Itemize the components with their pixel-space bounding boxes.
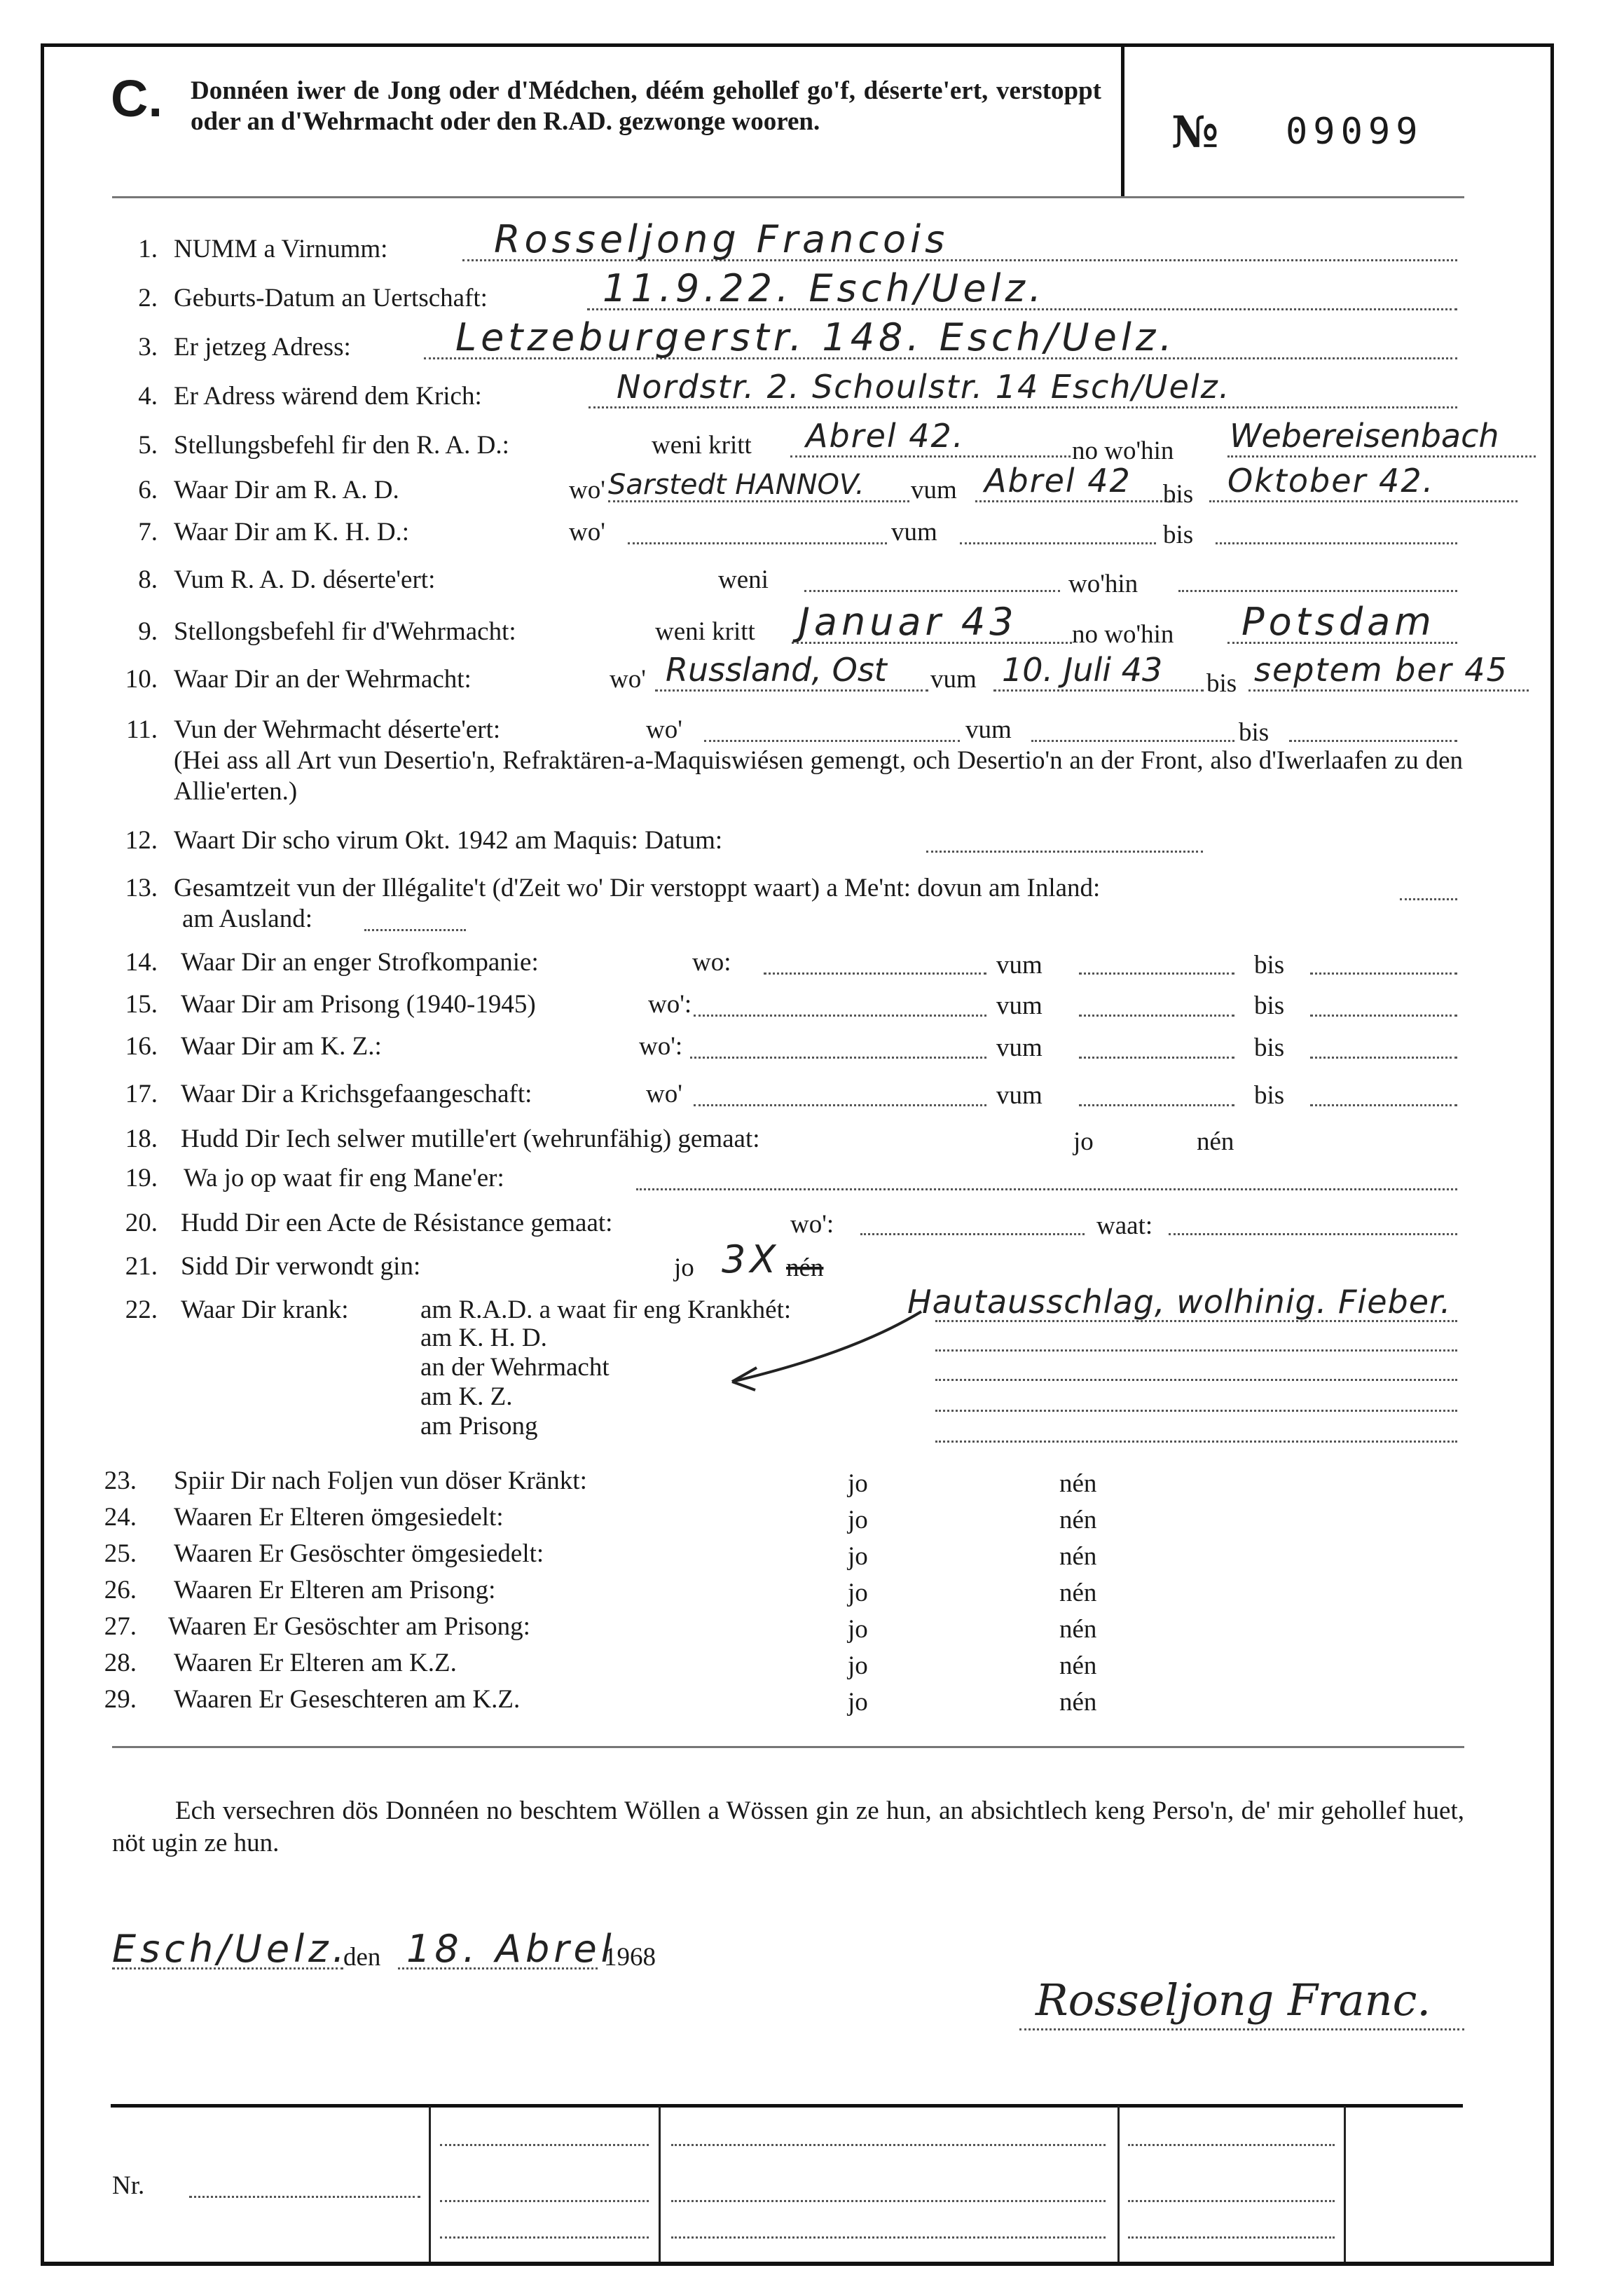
footer-col-divider bbox=[1117, 2106, 1120, 2262]
bottom-rule bbox=[41, 2262, 1554, 2266]
field-label: Waar Dir an enger Strofkompanie: bbox=[181, 948, 539, 977]
field-sublabel: wo'hin bbox=[1068, 570, 1138, 598]
handwritten-wehrmacht-date[interactable]: Januar 43 bbox=[799, 600, 1018, 644]
field-line bbox=[1289, 740, 1457, 742]
field-number: 7. bbox=[138, 518, 158, 546]
desertion-note: (Hei ass all Art vun Desertio'n, Refraktären-a-Maquiswiésen gemengt, och Desertio'n an der Front, also d'Iwerlaafen zu den Allie'erten.) bbox=[174, 746, 1463, 806]
option-jo[interactable]: jo bbox=[848, 1542, 868, 1571]
handwritten-rad-date[interactable]: Abrel 42. bbox=[806, 417, 965, 455]
field-sublabel: wo: bbox=[692, 948, 731, 977]
field-label: NUMM a Virnumm: bbox=[174, 235, 388, 263]
handwritten-arrow bbox=[722, 1303, 932, 1394]
footer-col-divider bbox=[429, 2106, 431, 2262]
field-number: 26. bbox=[104, 1576, 137, 1604]
handwritten-wehrmacht-place[interactable]: Potsdam bbox=[1241, 600, 1436, 644]
field-line bbox=[1310, 1104, 1457, 1106]
field-line bbox=[935, 1441, 1457, 1443]
option-jo[interactable]: jo bbox=[848, 1469, 868, 1498]
field-label: Spiir Dir nach Foljen vun döser Kränkt: bbox=[174, 1466, 587, 1495]
field-label: Vum R. A. D. déserte'ert: bbox=[174, 565, 436, 594]
field-label: Vun der Wehrmacht déserte'ert: bbox=[174, 715, 501, 744]
footer-nr-label: Nr. bbox=[112, 2171, 145, 2200]
field-number: 11. bbox=[126, 715, 158, 744]
footer-table-top-rule bbox=[111, 2104, 1463, 2108]
field-number: 18. bbox=[125, 1125, 158, 1153]
option-nen[interactable]: nén bbox=[1059, 1651, 1097, 1680]
field-number: 3. bbox=[138, 333, 158, 362]
field-label: Wa jo op waat fir eng Mane'er: bbox=[184, 1164, 504, 1192]
footer-cell-line bbox=[1128, 2144, 1335, 2146]
date-den-label: den bbox=[343, 1943, 381, 1972]
footer-cell-line bbox=[671, 2144, 1106, 2146]
field-number: 4. bbox=[138, 382, 158, 411]
field-number: 8. bbox=[138, 565, 158, 594]
field-label: Waar Dir am K. H. D.: bbox=[174, 518, 410, 546]
field-line bbox=[694, 1015, 986, 1017]
footer-col-divider bbox=[659, 2106, 661, 2262]
field-number: 14. bbox=[125, 948, 158, 977]
field-sublabel: wo' bbox=[569, 518, 605, 546]
field-number: 28. bbox=[104, 1649, 137, 1677]
option-nen[interactable]: nén bbox=[1059, 1688, 1097, 1717]
field-sublabel: vum bbox=[996, 991, 1043, 1020]
field-line bbox=[804, 590, 1060, 592]
field-label: Waaren Er Elteren am K.Z. bbox=[174, 1649, 457, 1677]
field-number: 19. bbox=[125, 1164, 158, 1192]
field-sublabel: vum bbox=[996, 1033, 1043, 1062]
field-number: 22. bbox=[125, 1295, 158, 1324]
field-line bbox=[1079, 1015, 1234, 1017]
option-jo[interactable]: jo bbox=[674, 1253, 694, 1282]
field-label: Er jetzeg Adress: bbox=[174, 333, 351, 362]
handwritten-signature[interactable]: Rosseljong Franc. bbox=[1036, 1974, 1431, 2026]
field-label: Stellungsbefehl fir den R. A. D.: bbox=[174, 431, 509, 460]
footer-col-divider bbox=[1344, 2106, 1346, 2262]
field-label: Waar Dir krank: bbox=[181, 1295, 349, 1324]
field-label: Waar Dir an der Wehrmacht: bbox=[174, 665, 472, 694]
footer-cell-line bbox=[671, 2236, 1106, 2239]
field-line bbox=[960, 542, 1156, 544]
field-line bbox=[636, 1188, 1457, 1190]
place-line bbox=[112, 1967, 343, 1970]
field-sublabel: wo': bbox=[648, 990, 692, 1019]
field-label: Gesamtzeit vun der Illégalite't (d'Zeit wo' Dir verstoppt waart) a Me'nt: dovun am Inland: bbox=[174, 874, 1101, 902]
field-line bbox=[1310, 1057, 1457, 1059]
footer-cell-line bbox=[1128, 2200, 1335, 2202]
section-rule bbox=[112, 1746, 1464, 1748]
handwritten-wehrmacht-from[interactable]: 10. Juli 43 bbox=[1002, 651, 1163, 689]
field-number: 9. bbox=[138, 617, 158, 646]
option-nen[interactable]: nén bbox=[1197, 1127, 1234, 1156]
header-intro: Donnéen iwer de Jong oder d'Médchen, déém gehollef go'f, déserte'ert, verstoppt oder an d'Wehrmacht oder den R.AD. gezwonge wooren. bbox=[191, 76, 1101, 136]
field-line bbox=[935, 1379, 1457, 1381]
field-line bbox=[1079, 972, 1234, 975]
field-line bbox=[935, 1410, 1457, 1412]
field-sublabel: weni bbox=[718, 565, 769, 594]
illness-sub-wehrmacht: an der Wehrmacht bbox=[420, 1353, 610, 1382]
field-label: Hudd Dir Iech selwer mutille'ert (wehrunfähig) gemaat: bbox=[181, 1125, 760, 1153]
field-sublabel: weni kritt bbox=[655, 617, 755, 646]
field-label: Waar Dir a Krichsgefaangeschaft: bbox=[181, 1080, 532, 1108]
field-line bbox=[1169, 1233, 1457, 1235]
handwritten-wehrmacht-to[interactable]: septem ber 45 bbox=[1254, 651, 1508, 689]
field-sublabel: bis bbox=[1206, 669, 1237, 698]
field-sublabel: bis bbox=[1163, 521, 1194, 549]
field-number: 5. bbox=[138, 431, 158, 460]
field-label: Stellongsbefehl fir d'Wehrmacht: bbox=[174, 617, 516, 646]
field-line bbox=[764, 972, 986, 975]
field-sublabel: bis bbox=[1254, 991, 1285, 1020]
footer-cell-line bbox=[1128, 2236, 1335, 2239]
field-line bbox=[1216, 542, 1457, 544]
field-sublabel: bis bbox=[1254, 1033, 1285, 1062]
field-sublabel: wo' bbox=[646, 1080, 682, 1108]
handwritten-wounded-count[interactable]: 3X bbox=[722, 1237, 780, 1281]
field-line bbox=[690, 1057, 986, 1059]
field-label: Waar Dir am Prisong (1940-1945) bbox=[181, 990, 536, 1019]
option-jo[interactable]: jo bbox=[848, 1579, 868, 1607]
field-number: 25. bbox=[104, 1539, 137, 1568]
handwritten-name[interactable]: Rosseljong Francois bbox=[494, 217, 949, 261]
footer-nr-line bbox=[189, 2196, 420, 2198]
field-sublabel: waat: bbox=[1096, 1211, 1153, 1240]
handwritten-address[interactable]: Letzeburgerstr. 148. Esch/Uelz. bbox=[455, 315, 1176, 359]
field-label: Hudd Dir een Acte de Résistance gemaat: bbox=[181, 1209, 613, 1237]
option-nen[interactable]: nén bbox=[1059, 1506, 1097, 1534]
field-sublabel: no wo'hin bbox=[1072, 436, 1174, 465]
field-sublabel: vum bbox=[911, 476, 957, 504]
field-number: 20. bbox=[125, 1209, 158, 1237]
field-line bbox=[926, 851, 1203, 853]
section-letter: C. bbox=[111, 69, 163, 128]
form-number: 09099 bbox=[1286, 111, 1424, 153]
option-nen[interactable]: nén bbox=[1059, 1542, 1097, 1571]
field-label: Waar Dir am K. Z.: bbox=[181, 1032, 382, 1061]
field-number: 16. bbox=[125, 1032, 158, 1061]
field-sublabel: bis bbox=[1163, 480, 1194, 509]
field-line bbox=[1400, 898, 1457, 900]
field-number: 23. bbox=[104, 1466, 137, 1495]
option-nen[interactable]: nén bbox=[1059, 1579, 1097, 1607]
field-label: Waaren Er Elteren ömgesiedelt: bbox=[174, 1503, 504, 1532]
field-number: 1. bbox=[138, 235, 158, 263]
header-rule bbox=[112, 196, 1464, 198]
handwritten-rad-from[interactable]: Abrel 42 bbox=[984, 462, 1131, 500]
footer-cell-line bbox=[671, 2200, 1106, 2202]
header-divider bbox=[1121, 46, 1124, 197]
field-sublabel: wo': bbox=[639, 1032, 683, 1061]
field-number: 2. bbox=[138, 284, 158, 312]
field-line bbox=[694, 1104, 986, 1106]
signature-line bbox=[1019, 2028, 1464, 2030]
field-line bbox=[704, 740, 960, 742]
field-sublabel: vum bbox=[965, 715, 1012, 744]
field-line bbox=[1031, 740, 1234, 742]
field-sublabel: vum bbox=[891, 518, 937, 546]
field-sublabel: am R.A.D. a waat fir eng Krankhét: bbox=[420, 1295, 792, 1324]
field-label: Waaren Er Gesöschter ömgesiedelt: bbox=[174, 1539, 544, 1568]
field-number: 21. bbox=[125, 1252, 158, 1281]
field-label-abroad: am Ausland: bbox=[182, 905, 313, 933]
field-line bbox=[1310, 1015, 1457, 1017]
field-sublabel: bis bbox=[1254, 1081, 1285, 1110]
field-number: 13. bbox=[125, 874, 158, 902]
field-number: 29. bbox=[104, 1685, 137, 1714]
footer-cell-line bbox=[440, 2236, 649, 2239]
option-nen-struck[interactable]: nén bbox=[786, 1253, 824, 1282]
field-line bbox=[935, 1349, 1457, 1352]
handwritten-war-address[interactable]: Nordstr. 2. Schoulstr. 14 Esch/Uelz. bbox=[617, 368, 1231, 406]
field-number: 6. bbox=[138, 476, 158, 504]
option-jo[interactable]: jo bbox=[848, 1506, 868, 1534]
field-sublabel: no wo'hin bbox=[1072, 620, 1174, 649]
field-line bbox=[1178, 590, 1457, 592]
field-sublabel: bis bbox=[1239, 718, 1270, 747]
declaration-text: Ech versechren dös Donnéen no beschtem Wöllen a Wössen gin ze hun, an absichtlech keng Perso'n, de' mir gehollef huet, nöt ugin ze hun. bbox=[112, 1796, 1464, 1857]
field-label: Waaren Er Geseschteren am K.Z. bbox=[174, 1685, 521, 1714]
option-jo[interactable]: jo bbox=[1073, 1127, 1094, 1156]
handwritten-place[interactable]: Esch/Uelz. bbox=[112, 1927, 349, 1971]
field-number: 27. bbox=[104, 1612, 137, 1641]
field-sublabel: wo': bbox=[790, 1210, 834, 1239]
handwritten-illness[interactable]: Hautausschlag, wolhinig. Fieber. bbox=[907, 1283, 1452, 1321]
handwritten-birth[interactable]: 11.9.22. Esch/Uelz. bbox=[603, 266, 1046, 310]
handwritten-rad-to[interactable]: Oktober 42. bbox=[1227, 462, 1435, 500]
field-line bbox=[860, 1233, 1085, 1235]
option-nen[interactable]: nén bbox=[1059, 1615, 1097, 1644]
illness-sub-khd: am K. H. D. bbox=[420, 1324, 547, 1352]
field-sublabel: wo' bbox=[646, 715, 682, 744]
field-sublabel: weni kritt bbox=[652, 431, 752, 460]
field-sublabel: vum bbox=[930, 665, 977, 694]
illness-sub-prisong: am Prisong bbox=[420, 1412, 538, 1441]
handwritten-rad-where[interactable]: Sarstedt HANNOV. bbox=[608, 469, 865, 501]
field-label: Er Adress wärend dem Krich: bbox=[174, 382, 482, 411]
field-label: Sidd Dir verwondt gin: bbox=[181, 1252, 421, 1281]
field-label: Geburts-Datum an Uertschaft: bbox=[174, 284, 488, 312]
handwritten-date[interactable]: 18. Abrel bbox=[406, 1927, 616, 1971]
handwritten-wehrmacht-where[interactable]: Russland, Ost bbox=[666, 651, 887, 689]
field-number: 24. bbox=[104, 1503, 137, 1532]
field-line bbox=[364, 929, 466, 931]
field-label: Waart Dir scho virum Okt. 1942 am Maquis: Datum: bbox=[174, 826, 723, 855]
field-number: 17. bbox=[125, 1080, 158, 1108]
field-label: Waaren Er Elteren am Prisong: bbox=[174, 1576, 496, 1604]
date-year: 1968 bbox=[604, 1943, 656, 1972]
field-line bbox=[1079, 1104, 1234, 1106]
field-sublabel: vum bbox=[996, 951, 1043, 979]
option-nen[interactable]: nén bbox=[1059, 1469, 1097, 1498]
field-line bbox=[628, 542, 887, 544]
field-sublabel: wo' bbox=[569, 476, 605, 504]
field-sublabel: vum bbox=[996, 1081, 1043, 1110]
option-jo[interactable]: jo bbox=[848, 1688, 868, 1717]
handwritten-rad-place[interactable]: Webereisenbach bbox=[1230, 417, 1499, 455]
field-sublabel: wo' bbox=[610, 665, 646, 694]
footer-cell-line bbox=[440, 2200, 649, 2202]
field-number: 12. bbox=[125, 826, 158, 855]
field-line bbox=[1079, 1057, 1234, 1059]
field-sublabel: bis bbox=[1254, 951, 1285, 979]
field-label: Waar Dir am R. A. D. bbox=[174, 476, 399, 504]
field-line bbox=[1310, 972, 1457, 975]
footer-cell-line bbox=[440, 2144, 649, 2146]
field-number: 15. bbox=[125, 990, 158, 1019]
illness-sub-kz: am K. Z. bbox=[420, 1382, 513, 1411]
option-jo[interactable]: jo bbox=[848, 1615, 868, 1644]
field-number: 10. bbox=[125, 665, 158, 694]
option-jo[interactable]: jo bbox=[848, 1651, 868, 1680]
number-symbol: № bbox=[1171, 106, 1219, 158]
field-label: Waaren Er Gesöschter am Prisong: bbox=[168, 1612, 530, 1641]
